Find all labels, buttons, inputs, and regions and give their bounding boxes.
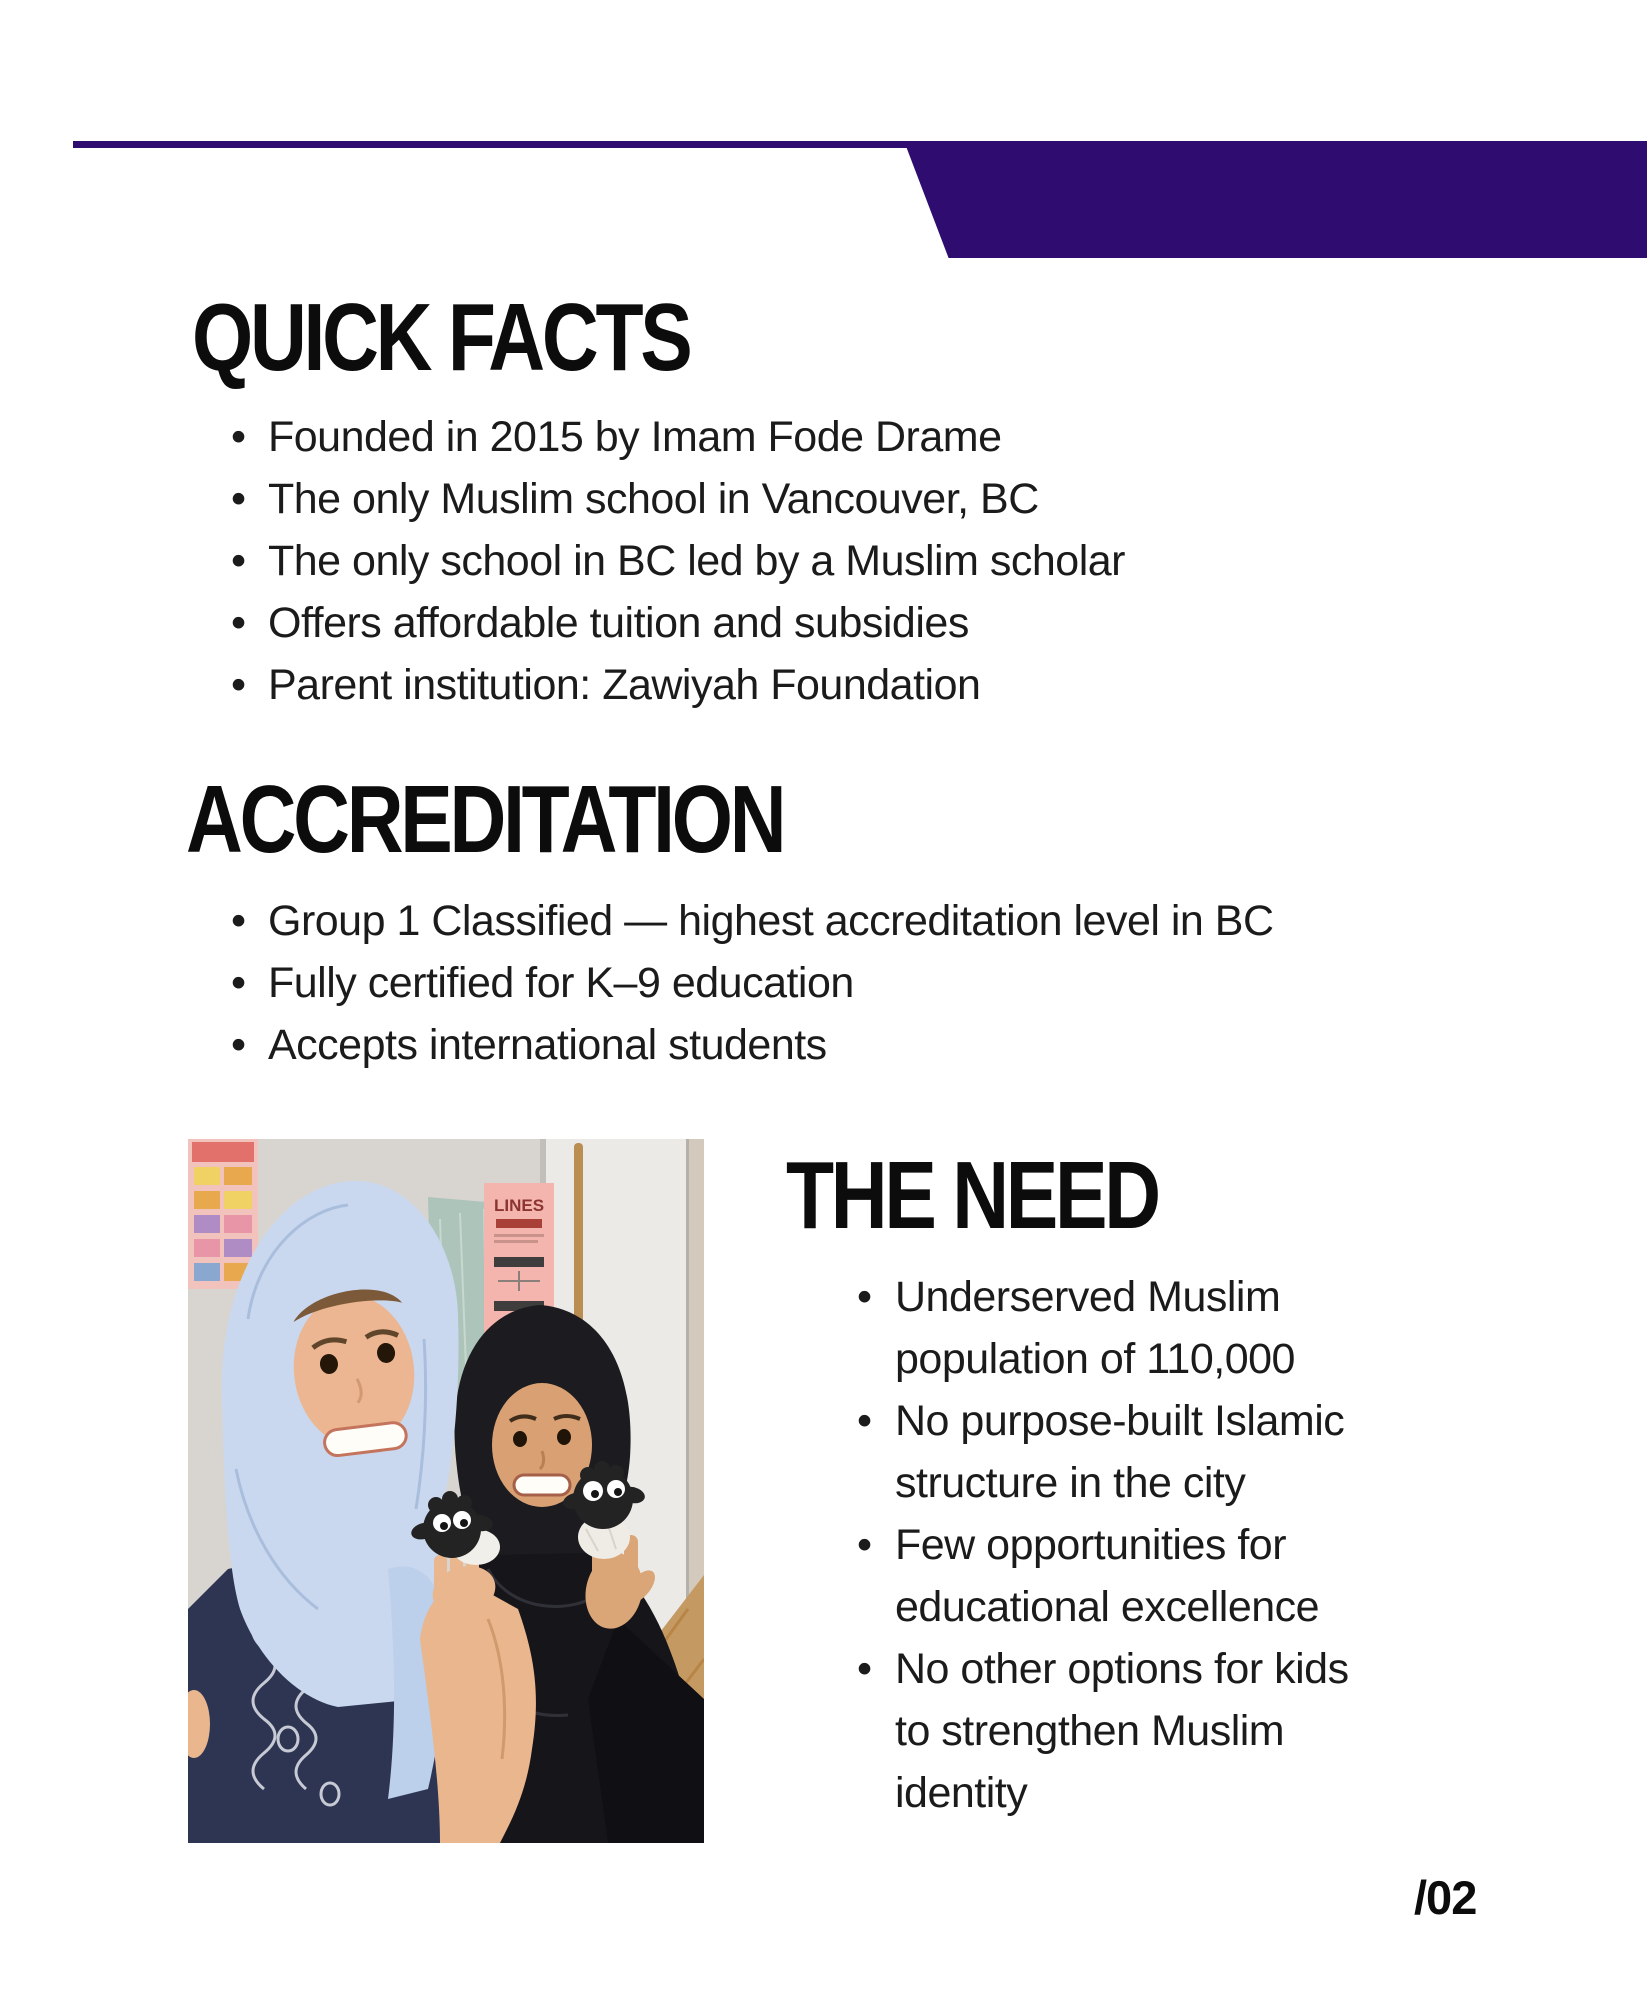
list-item: • Group 1 Classified — highest accreditation level in BC <box>268 890 1468 952</box>
lines-poster-label: LINES <box>493 1196 545 1215</box>
page-number: /02 <box>1414 1871 1477 1924</box>
list-item: • Parent institution: Zawiyah Foundation <box>268 654 1468 716</box>
quick-facts-title: QUICK FACTS <box>192 284 690 391</box>
list-item: • Fully certified for K–9 education <box>268 952 1468 1014</box>
accreditation-title: ACCREDITATION <box>186 766 784 873</box>
quick-facts-list <box>268 406 1468 716</box>
header-accent-block <box>904 141 1647 258</box>
list-item: • Accepts international students <box>268 1014 1468 1076</box>
list-item: • The only school in BC led by a Muslim scholar <box>268 530 1468 592</box>
list-item: • Few opportunities for educational excellence <box>895 1514 1385 1638</box>
classroom-photo-illustration <box>188 1139 704 1843</box>
list-item: • Underserved Muslim population of 110,000 <box>895 1266 1385 1390</box>
list-item: • Founded in 2015 by Imam Fode Drame <box>268 406 1468 468</box>
list-item: • Offers affordable tuition and subsidies <box>268 592 1468 654</box>
list-item: • No purpose-built Islamic structure in the city <box>895 1390 1385 1514</box>
header-accent-line <box>73 141 911 148</box>
the-need-list <box>895 1266 1385 1824</box>
the-need-title: THE NEED <box>786 1142 1158 1249</box>
meter-stick <box>574 1143 583 1343</box>
classroom-photo <box>188 1139 704 1843</box>
accreditation-list <box>268 890 1468 1076</box>
list-item: • The only Muslim school in Vancouver, BC <box>268 468 1468 530</box>
list-item: • No other options for kids to strengthen Muslim identity <box>895 1638 1385 1824</box>
